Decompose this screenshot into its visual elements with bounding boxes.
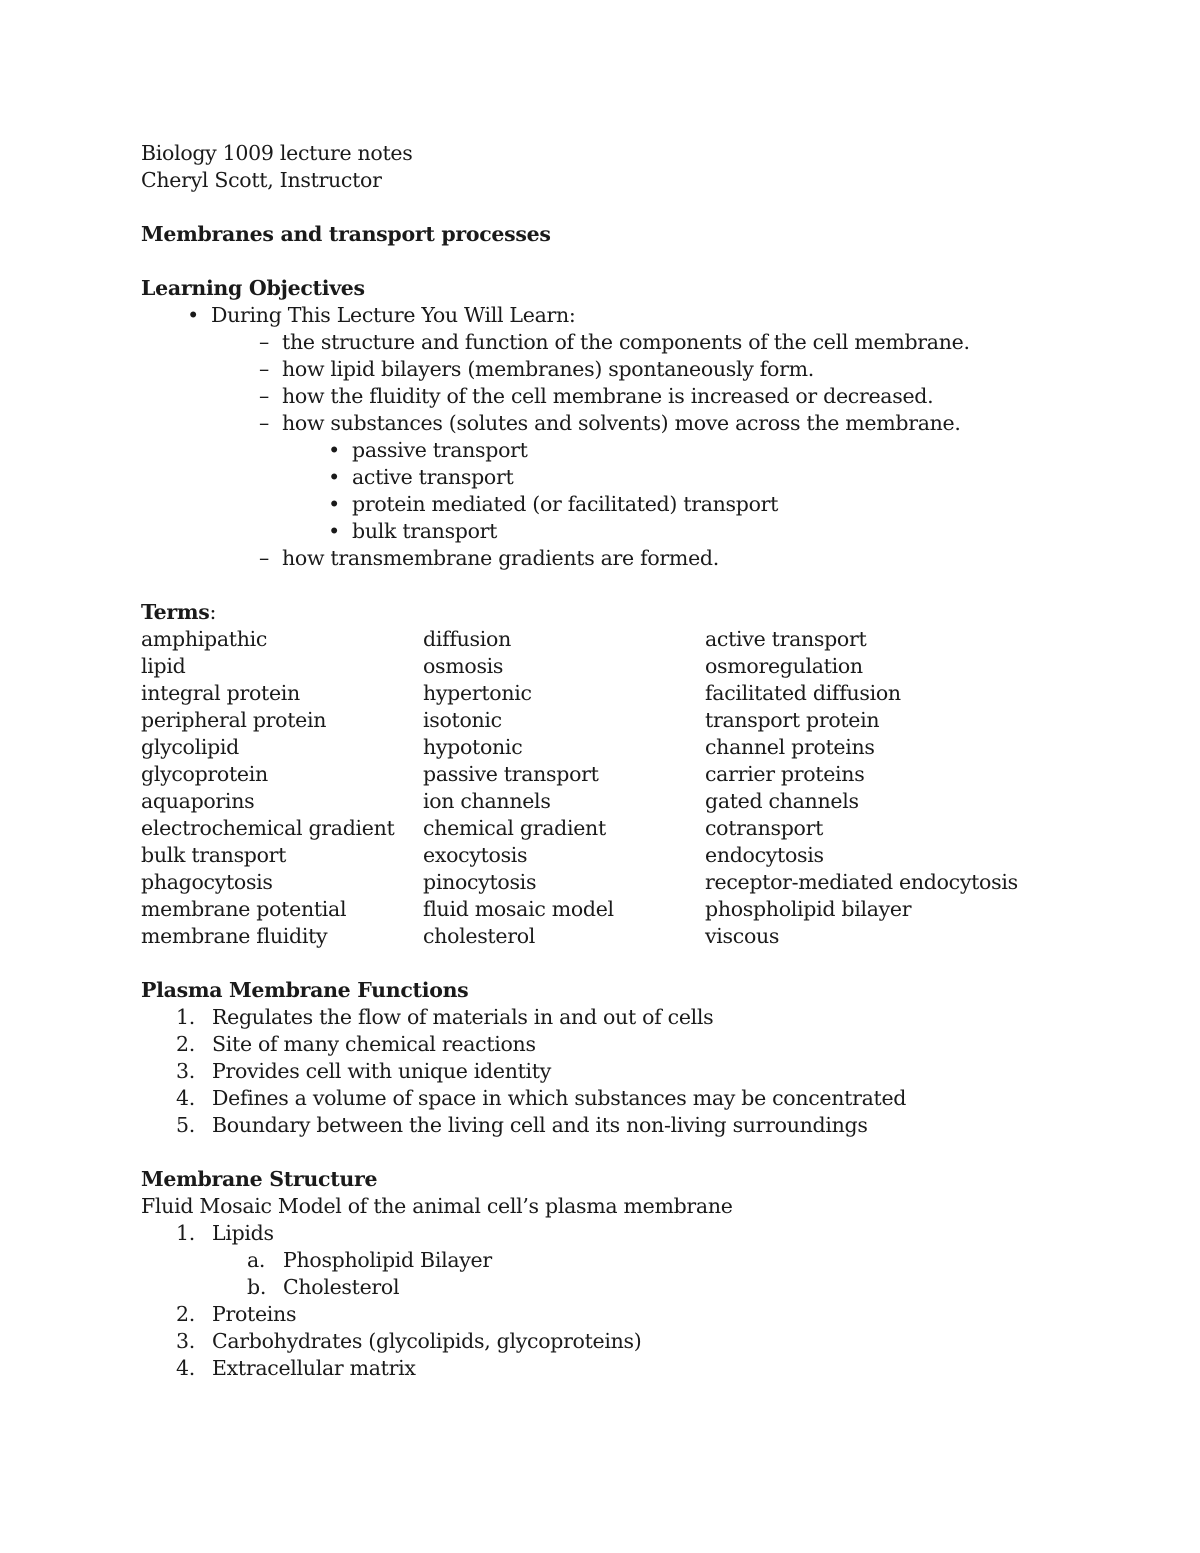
term: glycoprotein <box>141 762 268 786</box>
term: peripheral protein <box>141 708 327 732</box>
structure-text: Extracellular matrix <box>212 1356 416 1380</box>
bullet-marker: • <box>328 438 340 462</box>
function-item <box>141 1085 1041 1112</box>
term: ion channels <box>423 789 551 813</box>
function-item <box>141 1058 1041 1085</box>
terms-row <box>141 896 1041 923</box>
term: phagocytosis <box>141 870 273 894</box>
terms-row <box>141 815 1041 842</box>
term: chemical gradient <box>423 816 606 840</box>
term: amphipathic <box>141 627 268 651</box>
function-text: Regulates the flow of materials in and out of cells <box>212 1005 714 1029</box>
terms-row <box>141 923 1041 950</box>
term: osmosis <box>423 654 504 678</box>
objective-item <box>141 410 1041 437</box>
term: electrochemical gradient <box>141 816 395 840</box>
letter-marker: a. <box>247 1248 266 1272</box>
term: lipid <box>141 654 186 678</box>
term: aquaporins <box>141 789 255 813</box>
structure-item <box>141 1355 1041 1382</box>
dash-marker: – <box>259 330 269 354</box>
objective-sub-item <box>141 491 1041 518</box>
term: glycolipid <box>141 735 239 759</box>
objective-item <box>141 545 1041 572</box>
functions-heading: Plasma Membrane Functions <box>141 978 469 1002</box>
term: cholesterol <box>423 924 536 948</box>
terms-row <box>141 680 1041 707</box>
term: carrier proteins <box>705 762 865 786</box>
objective-text: how lipid bilayers (membranes) spontaneously form. <box>282 357 814 381</box>
dash-marker: – <box>259 546 269 570</box>
objective-sub-item <box>141 437 1041 464</box>
structure-text: Carbohydrates (glycolipids, glycoproteins) <box>212 1329 642 1353</box>
objective-text: how substances (solutes and solvents) move across the membrane. <box>282 411 961 435</box>
structure-text: Proteins <box>212 1302 297 1326</box>
term: exocytosis <box>423 843 528 867</box>
dash-marker: – <box>259 411 269 435</box>
term: hypotonic <box>423 735 523 759</box>
term: facilitated diffusion <box>705 681 901 705</box>
term: passive transport <box>423 762 599 786</box>
document-title: Membranes and transport processes <box>141 222 551 246</box>
function-text: Defines a volume of space in which substances may be concentrated <box>212 1086 907 1110</box>
objective-sub-text: protein mediated (or facilitated) transport <box>352 492 779 516</box>
dash-marker: – <box>259 357 269 381</box>
function-text: Provides cell with unique identity <box>212 1059 552 1083</box>
term: pinocytosis <box>423 870 537 894</box>
structure-sub-item <box>141 1247 1041 1274</box>
structure-item <box>141 1301 1041 1328</box>
bullet-marker: • <box>328 465 340 489</box>
terms-row <box>141 869 1041 896</box>
number-marker: 2. <box>176 1032 195 1056</box>
terms-heading-line <box>141 599 1041 626</box>
number-marker: 1. <box>176 1005 195 1029</box>
objective-item <box>141 329 1041 356</box>
function-item <box>141 1004 1041 1031</box>
terms-row <box>141 653 1041 680</box>
terms-row <box>141 761 1041 788</box>
term: endocytosis <box>705 843 824 867</box>
number-marker: 3. <box>176 1059 195 1083</box>
term: isotonic <box>423 708 502 732</box>
terms-table <box>141 626 1041 950</box>
term: channel proteins <box>705 735 875 759</box>
function-text: Boundary between the living cell and its non-living surroundings <box>212 1113 868 1137</box>
objective-item <box>141 383 1041 410</box>
term: integral protein <box>141 681 300 705</box>
function-item <box>141 1031 1041 1058</box>
structure-item <box>141 1328 1041 1355</box>
structure-sub-item <box>141 1274 1041 1301</box>
objective-text: the structure and function of the components of the cell membrane. <box>282 330 970 354</box>
structure-item <box>141 1220 1041 1247</box>
structure-sub-text: Phospholipid Bilayer <box>283 1248 492 1272</box>
term: membrane potential <box>141 897 347 921</box>
objective-sub-text: bulk transport <box>352 519 498 543</box>
structure-intro: Fluid Mosaic Model of the animal cell’s plasma membrane <box>141 1194 733 1218</box>
term: cotransport <box>705 816 824 840</box>
objective-item <box>141 356 1041 383</box>
terms-row <box>141 842 1041 869</box>
objectives-intro <box>141 302 1041 329</box>
term: transport protein <box>705 708 880 732</box>
term: fluid mosaic model <box>423 897 614 921</box>
objective-sub-item <box>141 464 1041 491</box>
number-marker: 5. <box>176 1113 195 1137</box>
term: receptor-mediated endocytosis <box>705 870 1018 894</box>
bullet-marker: • <box>187 303 199 327</box>
letter-marker: b. <box>247 1275 267 1299</box>
term: active transport <box>705 627 867 651</box>
term: bulk transport <box>141 843 287 867</box>
terms-row <box>141 734 1041 761</box>
document-page <box>141 140 1041 1382</box>
number-marker: 4. <box>176 1356 195 1380</box>
objective-text: how transmembrane gradients are formed. <box>282 546 719 570</box>
structure-text: Lipids <box>212 1221 274 1245</box>
term: hypertonic <box>423 681 532 705</box>
term: gated channels <box>705 789 859 813</box>
structure-heading: Membrane Structure <box>141 1167 378 1191</box>
objectives-intro-text: During This Lecture You Will Learn: <box>211 303 576 327</box>
terms-heading: Terms <box>141 600 210 624</box>
number-marker: 3. <box>176 1329 195 1353</box>
terms-row <box>141 707 1041 734</box>
bullet-marker: • <box>328 492 340 516</box>
term: viscous <box>705 924 780 948</box>
term: phospholipid bilayer <box>705 897 912 921</box>
terms-colon: : <box>209 600 217 624</box>
objective-text: how the fluidity of the cell membrane is increased or decreased. <box>282 384 934 408</box>
number-marker: 4. <box>176 1086 195 1110</box>
term: osmoregulation <box>705 654 863 678</box>
term: diffusion <box>423 627 511 651</box>
objective-sub-item <box>141 518 1041 545</box>
function-item <box>141 1112 1041 1139</box>
terms-row <box>141 788 1041 815</box>
function-text: Site of many chemical reactions <box>212 1032 536 1056</box>
terms-row <box>141 626 1041 653</box>
course-title: Biology 1009 lecture notes <box>141 141 413 165</box>
objective-sub-text: active transport <box>352 465 514 489</box>
number-marker: 2. <box>176 1302 195 1326</box>
structure-sub-text: Cholesterol <box>283 1275 400 1299</box>
instructor-name: Cheryl Scott, Instructor <box>141 168 382 192</box>
objective-sub-text: passive transport <box>352 438 528 462</box>
bullet-marker: • <box>328 519 340 543</box>
number-marker: 1. <box>176 1221 195 1245</box>
objectives-heading: Learning Objectives <box>141 276 365 300</box>
term: membrane fluidity <box>141 924 328 948</box>
dash-marker: – <box>259 384 269 408</box>
